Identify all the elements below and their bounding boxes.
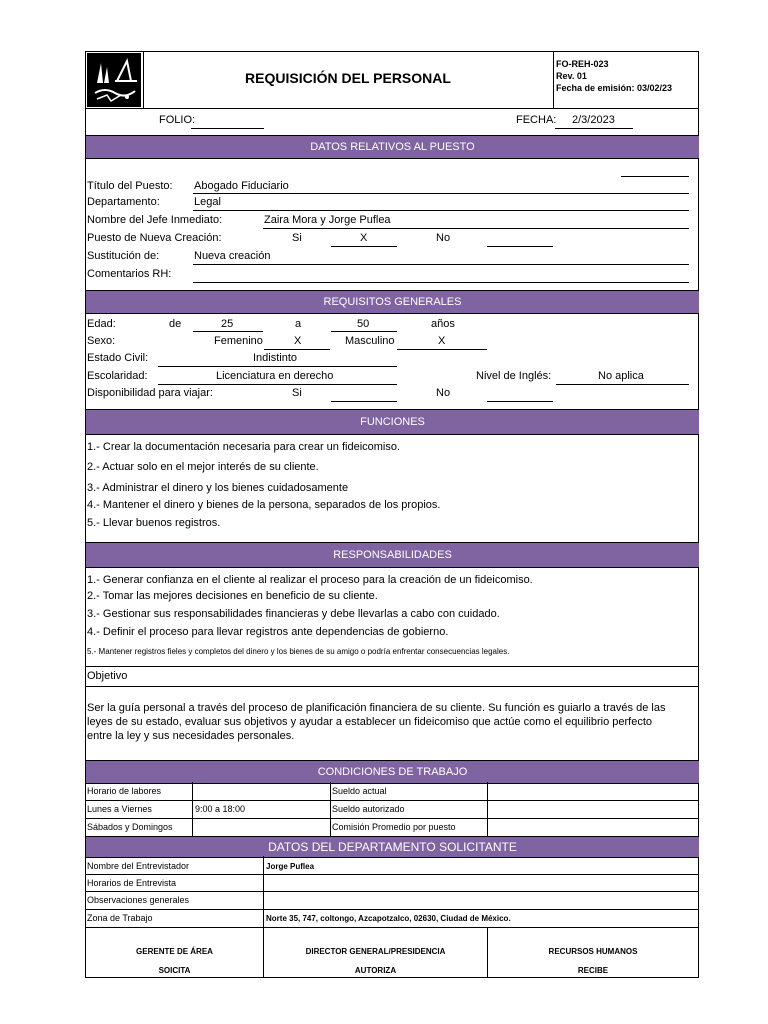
section-responsabilidades: RESPONSABILIDADES — [86, 542, 699, 568]
firma-role: RECURSOS HUMANOS — [548, 947, 638, 956]
sustitucion-value[interactable]: Nueva creación — [194, 250, 271, 262]
depto-label: Departamento: — [87, 196, 160, 208]
responsabilidad-item: 4.- Definir el proceso para llevar registros ante dependencias de gobierno. — [87, 626, 449, 638]
lunes-value[interactable]: 9:00 a 18:00 — [195, 804, 246, 814]
responsabilidad-item: 2.- Tomar las mejores decisiones en beneficio de su cliente. — [87, 590, 378, 602]
funcion-item: 1.- Crear la documentación necesaria para crear un fideicomiso. — [87, 441, 401, 453]
titulo-label: Título del Puesto: — [87, 180, 173, 192]
nueva-label: Puesto de Nueva Creación: — [87, 232, 222, 244]
fecha-value[interactable]: 2/3/2023 — [572, 114, 615, 126]
civil-label: Estado Civil: — [87, 352, 149, 364]
edad-max[interactable]: 50 — [357, 318, 370, 330]
civil-value[interactable]: Indistinto — [253, 352, 298, 364]
responsabilidad-item: 3.- Gestionar sus responsabilidades financieras y debe llevarlas a cabo con cuidado. — [87, 608, 500, 620]
sexo-label: Sexo: — [87, 335, 116, 347]
firma-action: RECIBE — [577, 966, 609, 975]
logo — [87, 53, 141, 107]
firma-action: SOICITA — [158, 966, 191, 975]
folio-label: FOLIO: — [159, 114, 196, 126]
sabados-label: Sábados y Domingos — [87, 822, 173, 832]
edad-min[interactable]: 25 — [221, 318, 234, 330]
masculino-value[interactable]: X — [438, 335, 446, 347]
form-issue-date: Fecha de emisión: 03/02/23 — [556, 83, 673, 93]
edad-a: a — [295, 318, 302, 330]
responsabilidad-item: 1.- Generar confianza en el cliente al realizar el proceso para la creación de un fideicomiso. — [87, 574, 533, 586]
horario-label: Horario de labores — [87, 786, 162, 796]
comentarios-input[interactable] — [193, 282, 689, 283]
femenino-label: Femenino — [214, 335, 263, 347]
objetivo-label: Objetivo — [87, 670, 128, 682]
lunes-label: Lunes a Viernes — [87, 804, 152, 814]
section-funciones: FUNCIONES — [86, 409, 699, 435]
zona-value[interactable]: Norte 35, 747, coltongo, Azcapotzalco, 02630, Ciudad de México. — [266, 914, 511, 923]
objetivo-line: Ser la guía personal a través del proceso de planificación financiera de su cliente. Su función es guiarlo a través de las — [87, 702, 666, 714]
viajar-no-input[interactable] — [487, 401, 553, 402]
firma-role: GERENTE DE ÁREA — [136, 947, 213, 956]
funcion-item: 5.- Llevar buenos registros. — [87, 517, 221, 529]
escolaridad-label: Escolaridad: — [87, 370, 148, 382]
logo-icon — [87, 53, 141, 107]
firma-role: DIRECTOR GENERAL/PRESIDENCIA — [305, 947, 446, 956]
viajar-si-label: Si — [292, 387, 302, 399]
entrevistador-value[interactable]: Jorge Puflea — [266, 862, 315, 871]
viajar-label: Disponibilidad para viajar: — [87, 387, 213, 399]
form-code: FO-REH-023 — [556, 59, 609, 69]
objetivo-line: entre la ley y sus necesidades personales. — [87, 730, 295, 742]
form-title: REQUISICIÓN DEL PERSONAL — [245, 70, 451, 86]
nueva-no-input[interactable] — [487, 246, 553, 247]
sueldo-actual-label: Sueldo actual — [332, 786, 387, 796]
escolaridad-value[interactable]: Licenciatura en derecho — [216, 370, 334, 382]
titulo-value[interactable]: Abogado Fiduciario — [194, 180, 289, 192]
section-requisitos: REQUISITOS GENERALES — [86, 290, 699, 314]
nueva-no-label: No — [436, 232, 451, 244]
nueva-si-label: Si — [292, 232, 302, 244]
edad-de: de — [169, 318, 182, 330]
ingles-value[interactable]: No aplica — [598, 370, 644, 382]
responsabilidad-item: 5.- Mantener registros fieles y completos del dinero y los bienes de su amigo o podría enfrentar consecuencias legales. — [87, 647, 510, 656]
jefe-value[interactable]: Zaira Mora y Jorge Puflea — [264, 214, 391, 226]
sueldo-autorizado-label: Sueldo autorizado — [332, 804, 405, 814]
femenino-value[interactable]: X — [294, 335, 302, 347]
comentarios-label: Comentarios RH: — [87, 268, 172, 280]
funcion-item: 4.- Mantener el dinero y bienes de la persona, separados de los propios. — [87, 499, 441, 511]
horarios-label: Horarios de Entrevista — [87, 878, 177, 888]
sustitucion-label: Sustitución de: — [87, 250, 160, 262]
funcion-item: 2.- Actuar solo en el mejor interés de su cliente. — [87, 461, 319, 473]
form-rev: Rev. 01 — [556, 71, 587, 81]
folio-input[interactable] — [191, 128, 264, 129]
viajar-si-input[interactable] — [331, 401, 397, 402]
firma-action: AUTORIZA — [354, 966, 397, 975]
comision-label: Comisión Promedio por puesto — [332, 822, 456, 832]
depto-value[interactable]: Legal — [194, 196, 221, 208]
objetivo-line: leyes de su estado, evaluar sus objetivos y ayudar a establecer un fideicomiso que actúe como el equilibrio perfecto — [87, 716, 652, 728]
section-puesto: DATOS RELATIVOS AL PUESTO — [86, 135, 699, 159]
fecha-label: FECHA: — [516, 114, 557, 126]
edad-label: Edad: — [87, 318, 116, 330]
entrevistador-label: Nombre del Entrevistador — [87, 861, 190, 871]
ingles-label: Nivel de Inglés: — [476, 370, 552, 382]
section-departamento: DATOS DEL DEPARTAMENTO SOLICITANTE — [86, 836, 699, 858]
jefe-label: Nombre del Jefe Inmediato: — [87, 214, 223, 226]
masculino-label: Masculino — [345, 335, 395, 347]
edad-anos: años — [431, 318, 455, 330]
observaciones-label: Observaciones generales — [87, 895, 190, 905]
zona-label: Zona de Trabajo — [87, 913, 153, 923]
nueva-si-value[interactable]: X — [360, 232, 368, 244]
funcion-item: 3.- Administrar el dinero y los bienes cuidadosamente — [87, 482, 349, 494]
section-condiciones: CONDICIONES DE TRABAJO — [86, 760, 699, 784]
viajar-no-label: No — [436, 387, 451, 399]
